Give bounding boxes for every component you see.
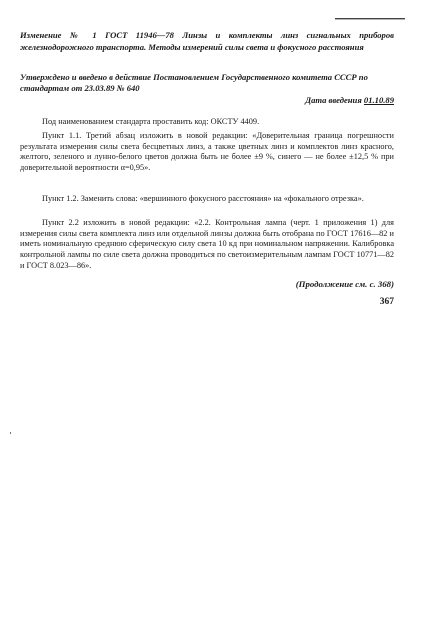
approval-statement: Утверждено и введено в действие Постановлением Государственного комитета СССР по стандартам от 23.03.89 № 640	[20, 72, 368, 94]
effective-date-label: Дата введения	[305, 95, 362, 105]
effective-date-line	[305, 95, 394, 105]
paragraph-clause-1-2: Пункт 1.2. Заменить слова: «вершинного фокусного расстояния» на «фокального отрезка».	[42, 194, 364, 203]
scan-speck	[10, 432, 11, 434]
continuation-note: (Продолжение см. с. 368)	[295, 279, 394, 289]
paragraph-code: Под наименованием стандарта проставить код: ОКСТУ 4409.	[42, 117, 260, 126]
paragraph-clause-2-2: Пункт 2.2 изложить в новой редакции: «2.2. Контрольная лампа (черт. 1 приложения 1) для измерения силы света комплекта линз или отдельной линзы должна быть отобрана по ГОСТ 17616—82 и иметь номинальную среднюю сферическую силу света 10 кд при номинальном напряжении. Калибровка контрольной лампы по силе света должна проводиться по светоизмерительным лампам ГОСТ 10771—82 и ГОСТ 8.023—86».	[20, 218, 394, 270]
effective-date-value: 01.10.89	[363, 95, 394, 105]
page-number: 367	[379, 297, 394, 307]
scan-mark	[335, 18, 405, 20]
amendment-heading: Изменение № 1 ГОСТ 11946—78 Линзы и комплекты линз сигнальных приборов железнодорожного транспорта. Методы измерений силы света и фокусного расстояния	[20, 30, 394, 52]
paragraph-clause-1-1: Пункт 1.1. Третий абзац изложить в новой редакции: «Доверительная граница погрешности результата измерения силы света бесцветных линз, а также цветных линз и комплектов линз красного, желтого, зеленого и лунно-белого цветов должна быть не более ±9 %, синего — не более ±12,5 % при доверительной вероятности α=0,95».	[20, 131, 394, 173]
